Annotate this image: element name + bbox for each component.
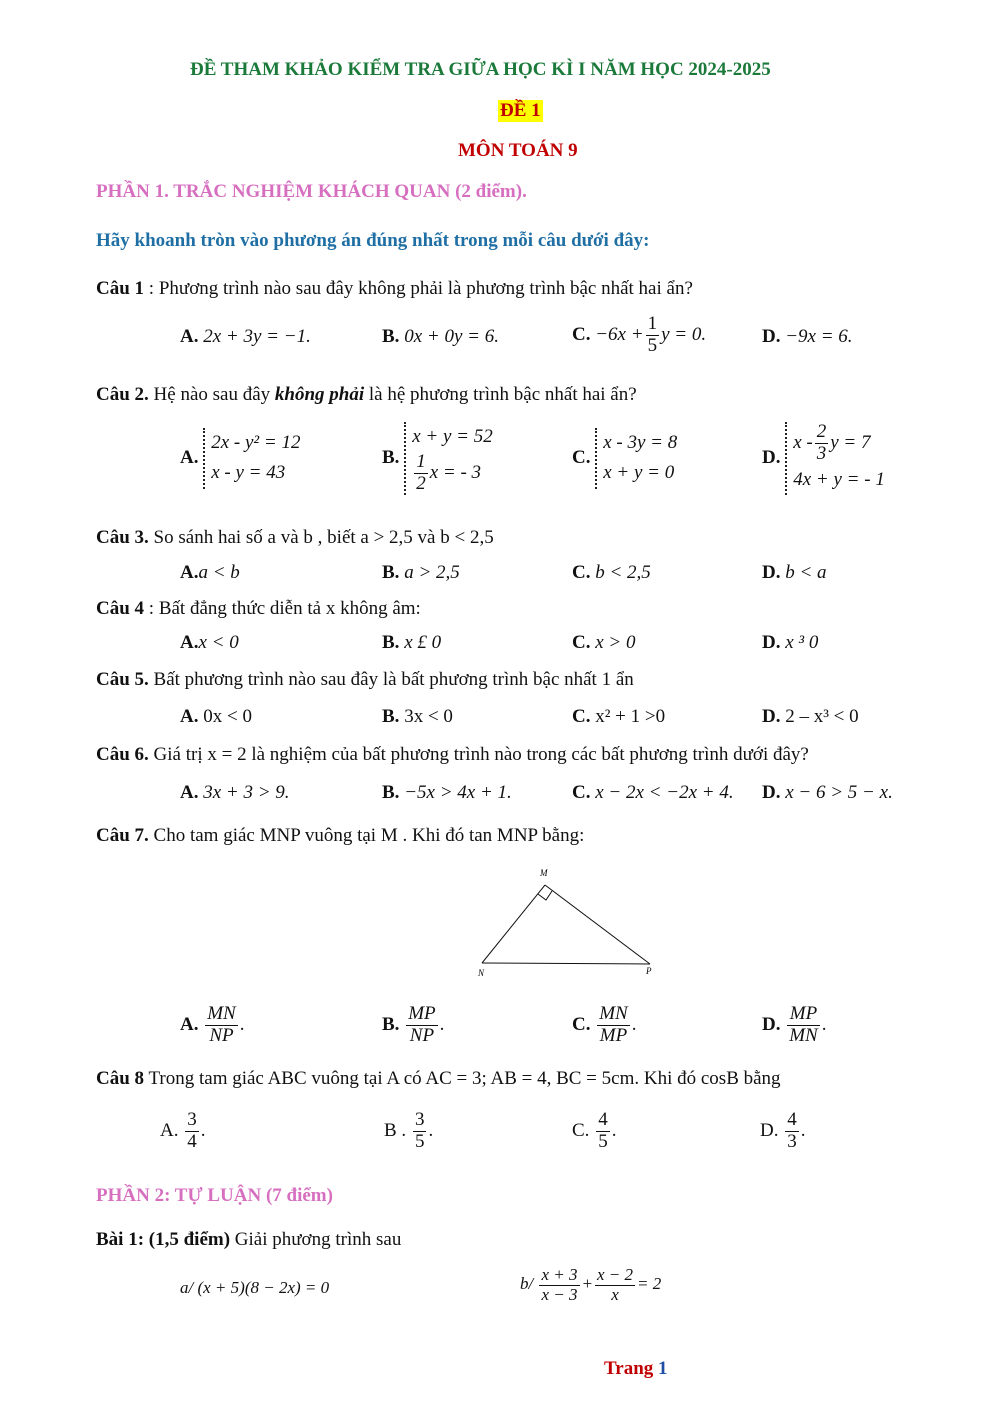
question-4 [96, 598, 421, 620]
q7-option-d[interactable]: D. $\frac{MP}{MN}$ . [762, 1003, 827, 1046]
vertex-m-label: M [540, 868, 548, 878]
question-text: Trong tam giác ABC vuông tại A có AC = 3; AB = 4, BC = 5cm. Khi đó cosB bằng [148, 1068, 781, 1089]
q4-option-a[interactable]: A.x < 0 [180, 632, 239, 653]
question-8 [96, 1068, 781, 1090]
q6-option-b[interactable]: B. −5x > 4x + 1. [382, 782, 512, 803]
q1-option-c[interactable]: C. −6x + $\frac{1}{5}$ y = 0. [572, 313, 707, 356]
part1-instruction: Hãy khoanh tròn vào phương án đúng nhất trong mỗi câu dưới đây: [96, 230, 650, 251]
q5-option-d[interactable]: D. 2 – x³ < 0 [762, 706, 859, 727]
q3-option-c[interactable]: C. b < 2,5 [572, 562, 651, 583]
q5-option-a[interactable]: A. 0x < 0 [180, 706, 252, 727]
q4-option-b[interactable]: B. x £ 0 [382, 632, 442, 653]
vertex-p-label: P [646, 966, 652, 976]
footer-label: Trang [604, 1358, 654, 1379]
question-text: Bất phương trình nào sau đây là bất phương trình bậc nhất 1 ẩn [153, 669, 634, 690]
exercise-1 [96, 1229, 401, 1251]
q1-option-d[interactable]: D. −9x = 6. [762, 326, 853, 347]
q7-option-a[interactable]: A. $\frac{MN}{NP}$ . [180, 1003, 245, 1046]
question-text: : Bất đẳng thức diễn tả x không âm: [148, 598, 421, 619]
question-label: Câu 3. [96, 527, 149, 548]
part2-title: PHẦN 2: TỰ LUẬN (7 điểm) [96, 1185, 333, 1206]
question-7 [96, 825, 584, 847]
q2-option-d[interactable]: D. x - $\frac{2}{3}$ y = 7 4x + y = - 1 [762, 422, 885, 495]
emphasis-text: không phải [274, 384, 365, 405]
vertex-n-label: N [478, 968, 485, 978]
subject-title: MÔN TOÁN 9 [458, 140, 578, 161]
triangle-mnp-figure [470, 864, 670, 980]
question-text: : Phương trình nào sau đây không phải là phương trình bậc nhất hai ẩn? [148, 278, 693, 299]
question-label: Câu 4 [96, 598, 145, 619]
q7-option-b[interactable]: B. $\frac{MP}{NP}$ . [382, 1003, 445, 1046]
q8-option-c[interactable]: C. $\frac{4}{5}$ . [572, 1109, 617, 1152]
q1-option-a[interactable]: A. 2x + 3y = −1. [180, 326, 311, 347]
question-5 [96, 669, 634, 691]
question-text: Cho tam giác MNP vuông tại M . Khi đó tan MNP bằng: [153, 825, 585, 846]
q2-option-b[interactable]: B. x + y = 52 $\frac{1}{2}$ x = - 3 [382, 422, 493, 495]
side-mp [545, 885, 650, 964]
question-1 [96, 278, 693, 300]
q6-option-c[interactable]: C. x − 2x < −2x + 4. [572, 782, 734, 803]
side-nm [482, 885, 545, 963]
q6-option-d[interactable]: D. x − 6 > 5 − x. [762, 782, 893, 803]
question-label: Câu 7. [96, 825, 149, 846]
question-text: Giá trị x = 2 là nghiệm của bất phương trình nào trong các bất phương trình dưới đây? [153, 744, 809, 765]
exam-title: ĐỀ THAM KHẢO KIỂM TRA GIỮA HỌC KÌ I NĂM HỌC 2024-2025 [190, 59, 771, 80]
q4-option-c[interactable]: C. x > 0 [572, 632, 636, 653]
q4-option-d[interactable]: D. x ³ 0 [762, 632, 819, 653]
question-3 [96, 527, 494, 549]
question-label: Câu 8 [96, 1068, 145, 1089]
page-number: 1 [658, 1358, 668, 1379]
exercise-1b: b/ $\frac{x + 3}{x - 3}$ + $\frac{x - 2}{x}$ = 2 [520, 1265, 662, 1304]
q5-option-b[interactable]: B. 3x < 0 [382, 706, 453, 727]
part1-title: PHẦN 1. TRẮC NGHIỆM KHÁCH QUAN (2 điểm). [96, 181, 527, 202]
q5-option-c[interactable]: C. x² + 1 >0 [572, 706, 666, 727]
question-label: Câu 2. [96, 384, 149, 405]
question-text: So sánh hai số a và b , biết a > 2,5 và b < 2,5 [153, 527, 494, 548]
q8-option-a[interactable]: A. $\frac{3}{4}$ . [160, 1109, 206, 1152]
q8-option-b[interactable]: B . $\frac{3}{5}$ . [384, 1109, 434, 1152]
question-6 [96, 744, 809, 766]
page-footer [604, 1358, 668, 1380]
exercise-label: Bài 1: (1,5 điểm) [96, 1229, 231, 1250]
q2-option-a[interactable]: A. 2x - y² = 12 x - y = 43 [180, 428, 300, 489]
exercise-text: Giải phương trình sau [234, 1229, 402, 1250]
q7-option-c[interactable]: C. $\frac{MN}{MP}$ . [572, 1003, 637, 1046]
exam-number: ĐỀ 1 [500, 100, 541, 121]
q6-option-a[interactable]: A. 3x + 3 > 9. [180, 782, 290, 803]
right-angle-mark [538, 891, 552, 900]
question-label: Câu 5. [96, 669, 149, 690]
question-2: Câu 2. Hệ nào sau đây không phải là hệ phương trình bậc nhất hai ẩn? [96, 384, 637, 405]
q3-option-a[interactable]: A.a < b [180, 562, 240, 583]
q8-option-d[interactable]: D. $\frac{4}{3}$ . [760, 1109, 806, 1152]
q3-option-b[interactable]: B. a > 2,5 [382, 562, 460, 583]
side-np [482, 963, 650, 964]
question-label: Câu 6. [96, 744, 149, 765]
exercise-1a: a/ (x + 5)(8 − 2x) = 0 [180, 1278, 330, 1297]
q3-option-d[interactable]: D. b < a [762, 562, 827, 583]
q1-option-b[interactable]: B. 0x + 0y = 6. [382, 326, 499, 347]
question-label: Câu 1 [96, 278, 145, 299]
q2-option-c[interactable]: C. x - 3y = 8 x + y = 0 [572, 428, 677, 489]
